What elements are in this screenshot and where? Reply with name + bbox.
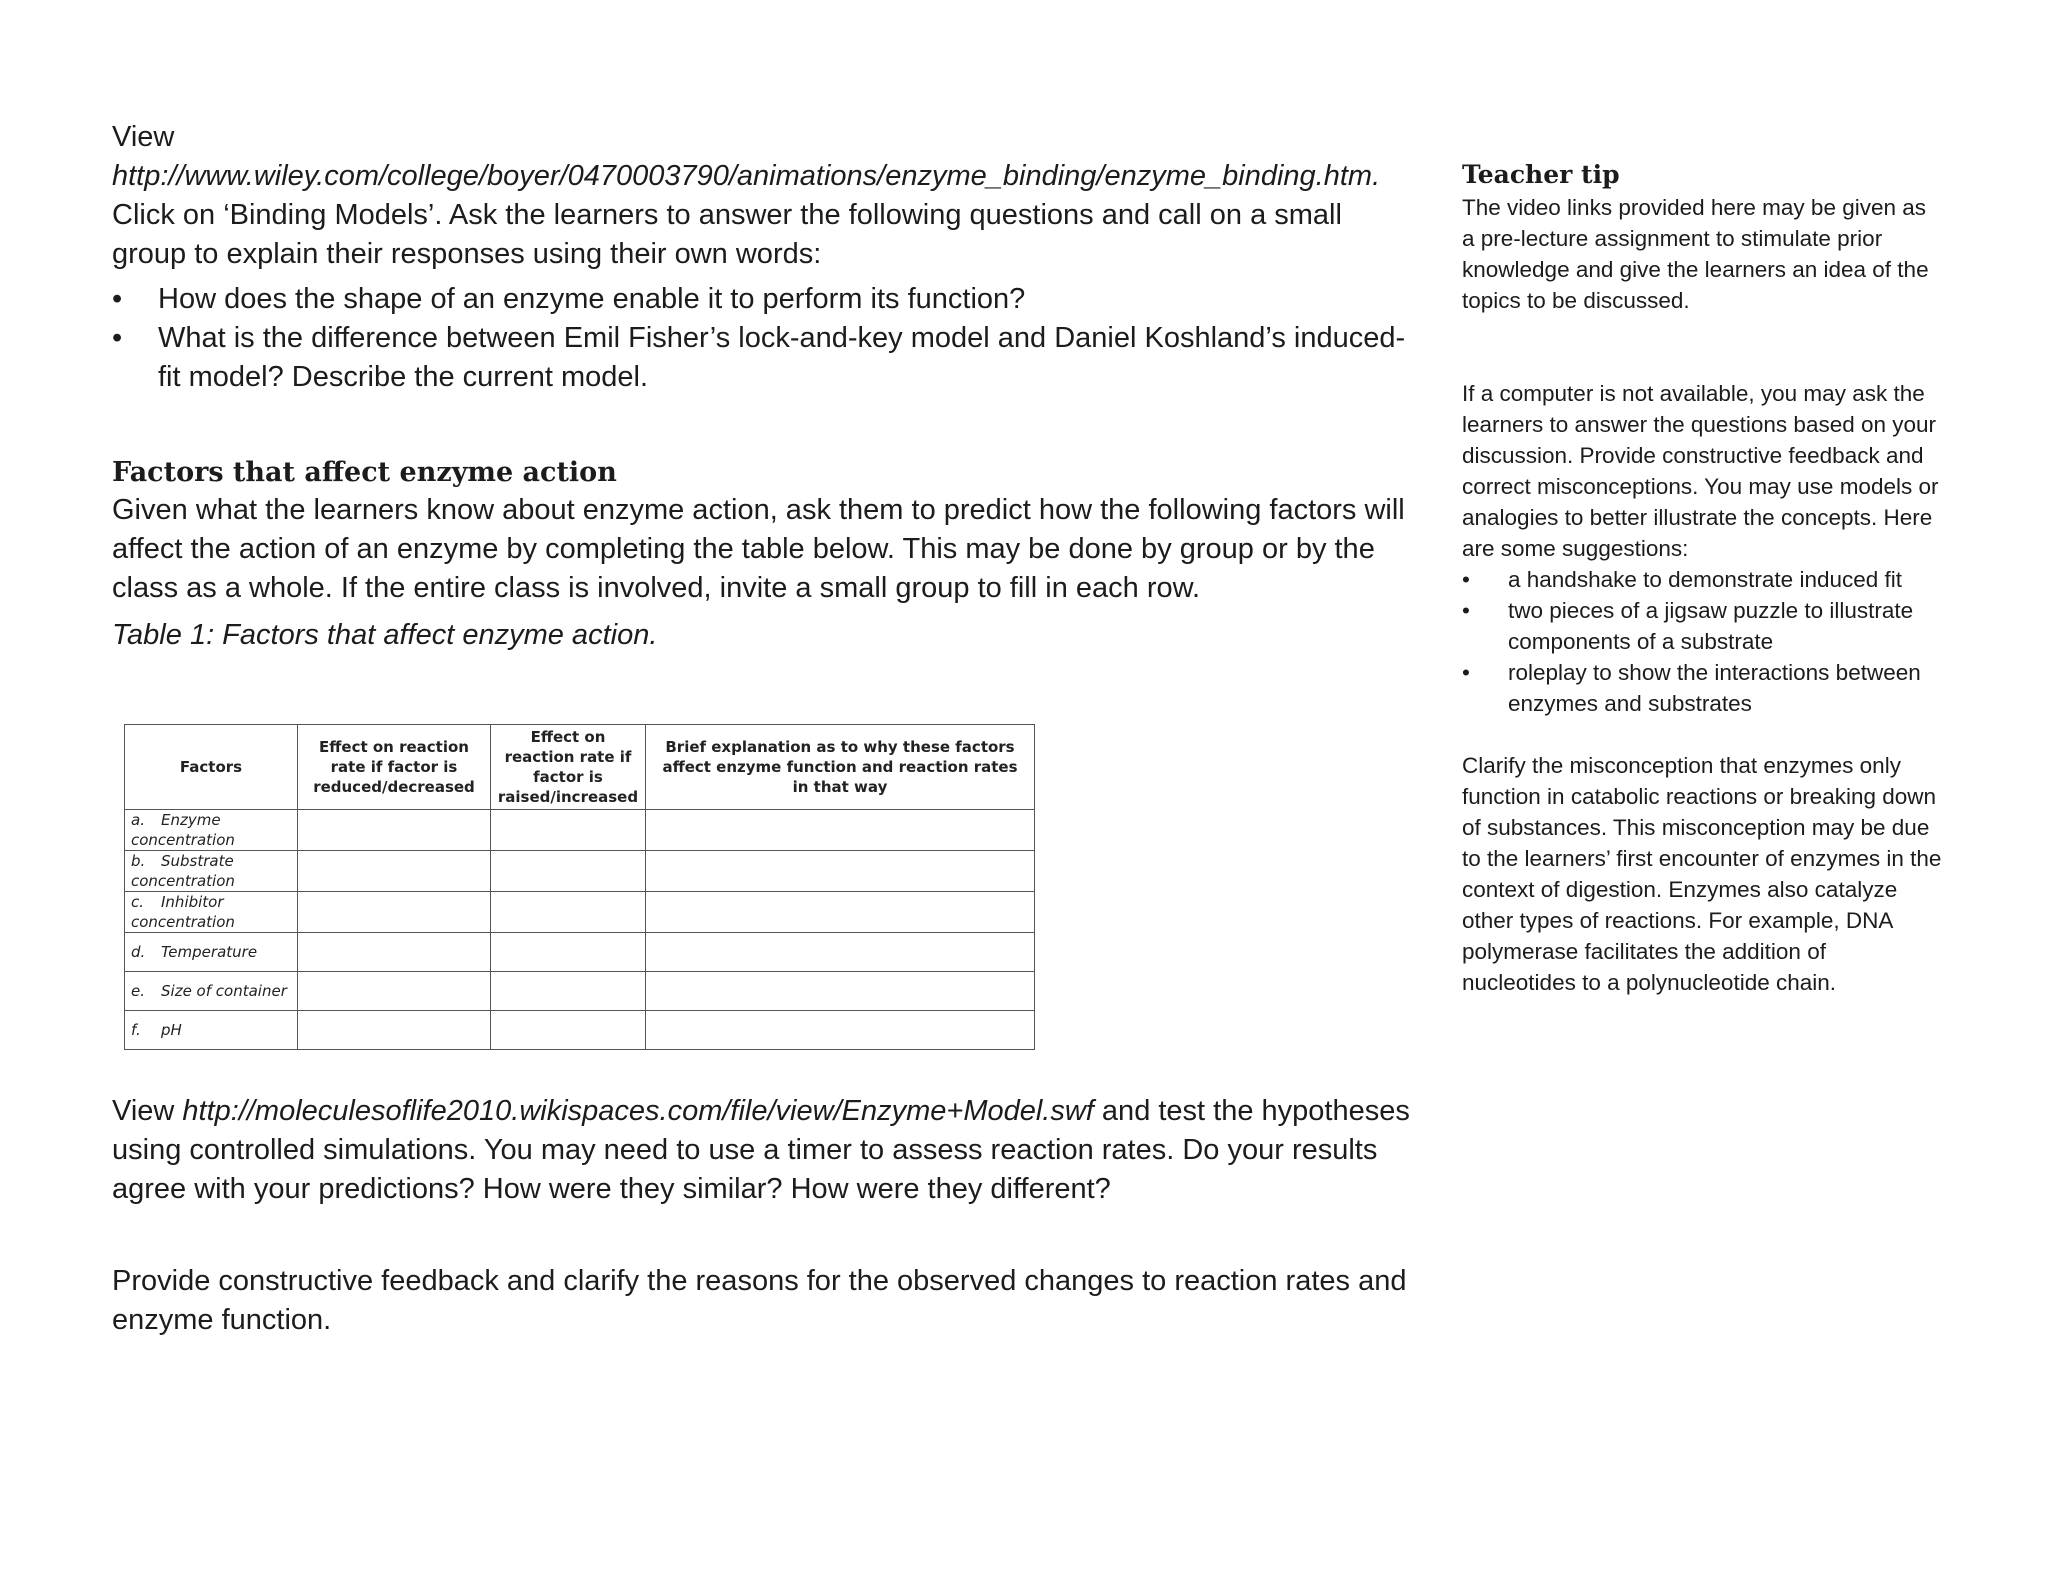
raised-cell[interactable]	[491, 892, 646, 933]
explanation-cell[interactable]	[646, 972, 1035, 1011]
list-item	[112, 319, 1412, 397]
teacher-tip-title: Teacher tip	[1462, 160, 1620, 189]
simulation-paragraph	[112, 1092, 1412, 1209]
row-letter: e.	[131, 982, 145, 1000]
question-text: What is the difference between Emil Fisher’s lock-and-key model and Daniel Koshland’s induced-fit model? Describe the current model.	[158, 322, 1406, 393]
table-caption: Table 1: Factors that affect enzyme action.	[112, 619, 658, 651]
tip-paragraph: The video links provided here may be given as a pre-lecture assignment to stimulate prior knowledge and give the learners an idea of the topics to be discussed.	[1462, 195, 1929, 313]
factor-cell	[125, 933, 298, 972]
teacher-tip-sidebar	[1462, 158, 1942, 998]
factor-cell	[125, 851, 298, 892]
raised-cell[interactable]	[491, 851, 646, 892]
explanation-cell[interactable]	[646, 810, 1035, 851]
list-item	[1462, 564, 1942, 595]
reduced-cell[interactable]	[298, 851, 491, 892]
row-letter: b.	[131, 852, 146, 870]
tip-paragraph: If a computer is not available, you may ask the learners to answer the questions based on your discussion. Provide constructive feedback and correct misconceptions. You may use models or analogies to better illustrate the concepts. Here are some suggestions:	[1462, 381, 1939, 561]
section-heading: Factors that affect enzyme action	[112, 457, 617, 488]
table-row	[125, 810, 1035, 851]
feedback-paragraph: Provide constructive feedback and clarify the reasons for the observed changes to reaction rates and enzyme function.	[112, 1265, 1407, 1336]
row-letter: c.	[131, 893, 145, 911]
table-row	[125, 933, 1035, 972]
section-body: Given what the learners know about enzyme action, ask them to predict how the following factors will affect the action of an enzyme by completing the table below. This may be done by group or by the class as a whole. If the entire class is involved, invite a small group to fill in each row.	[112, 494, 1405, 604]
bullet-icon: •	[112, 322, 123, 354]
factor-label: Substrate concentration	[131, 852, 235, 890]
suggestion-text: roleplay to show the interactions between enzymes and substrates	[1508, 660, 1921, 716]
wiley-link[interactable]: http://www.wiley.com/college/boyer/0470003790/animations/enzyme_binding/enzyme_binding.htm.	[112, 160, 1381, 192]
factor-label: pH	[161, 1021, 182, 1039]
table-header-row	[125, 725, 1035, 810]
factor-cell	[125, 972, 298, 1011]
bullet-icon: •	[1462, 660, 1470, 685]
explanation-cell[interactable]	[646, 892, 1035, 933]
factor-cell	[125, 892, 298, 933]
header-raised: Effect on reaction rate if factor is raised/increased	[491, 725, 646, 810]
factor-label: Enzyme concentration	[131, 811, 235, 849]
factor-label: Size of container	[161, 982, 287, 1000]
bullet-icon: •	[112, 283, 123, 315]
table-row	[125, 972, 1035, 1011]
tip-paragraph: Clarify the misconception that enzymes only function in catabolic reactions or breaking down of substances. This misconception may be due to the learners’ first encounter of enzymes in the context of digestion. Enzymes also catalyze other types of reactions. For example, DNA polymerase facilitates the addition of nucleotides to a polynucleotide chain.	[1462, 753, 1942, 995]
suggestion-text: a handshake to demonstrate induced fit	[1508, 567, 1903, 592]
factor-label: Inhibitor concentration	[131, 893, 235, 931]
row-letter: f.	[131, 1021, 141, 1039]
bullet-icon: •	[1462, 598, 1470, 623]
intro-text: Click on ‘Binding Models’. Ask the learners to answer the following questions and call on a small group to explain their responses using their own words:	[112, 199, 1342, 270]
reduced-cell[interactable]	[298, 1011, 491, 1050]
reduced-cell[interactable]	[298, 892, 491, 933]
table-row	[125, 1011, 1035, 1050]
view-label: View	[112, 1095, 183, 1127]
list-item	[1462, 657, 1942, 719]
reduced-cell[interactable]	[298, 972, 491, 1011]
factor-label: Temperature	[161, 943, 258, 961]
factor-cell	[125, 810, 298, 851]
question-list	[112, 280, 1412, 397]
factors-table-wrap	[124, 724, 1035, 1050]
list-item	[1462, 595, 1942, 657]
bullet-icon: •	[1462, 567, 1470, 592]
list-item	[112, 280, 1412, 319]
explanation-cell[interactable]	[646, 933, 1035, 972]
header-explanation: Brief explanation as to why these factors affect enzyme function and reaction rates in that way	[646, 725, 1035, 810]
raised-cell[interactable]	[491, 1011, 646, 1050]
factors-table	[124, 724, 1035, 1050]
table-row	[125, 892, 1035, 933]
reduced-cell[interactable]	[298, 933, 491, 972]
raised-cell[interactable]	[491, 933, 646, 972]
header-reduced: Effect on reaction rate if factor is reduced/decreased	[298, 725, 491, 810]
row-letter: d.	[131, 943, 146, 961]
simulation-text: and test the hypotheses using controlled simulations. You may need to use a timer to assess reaction rates. Do your results agree with your predictions? How were they similar? How were they different?	[112, 1095, 1410, 1205]
suggestion-list	[1462, 564, 1942, 719]
raised-cell[interactable]	[491, 972, 646, 1011]
question-text: How does the shape of an enzyme enable it to perform its function?	[158, 283, 1026, 315]
raised-cell[interactable]	[491, 810, 646, 851]
suggestion-text: two pieces of a jigsaw puzzle to illustrate components of a substrate	[1508, 598, 1914, 654]
explanation-cell[interactable]	[646, 851, 1035, 892]
molecules-link[interactable]: http://moleculesoflife2010.wikispaces.com/file/view/Enzyme+Model.swf	[182, 1095, 1094, 1127]
intro-paragraph	[112, 118, 1412, 274]
view-label: View	[112, 121, 175, 153]
header-factors: Factors	[125, 725, 298, 810]
row-letter: a.	[131, 811, 145, 829]
reduced-cell[interactable]	[298, 810, 491, 851]
explanation-cell[interactable]	[646, 1011, 1035, 1050]
main-content	[112, 118, 1412, 655]
table-row	[125, 851, 1035, 892]
factor-cell	[125, 1011, 298, 1050]
